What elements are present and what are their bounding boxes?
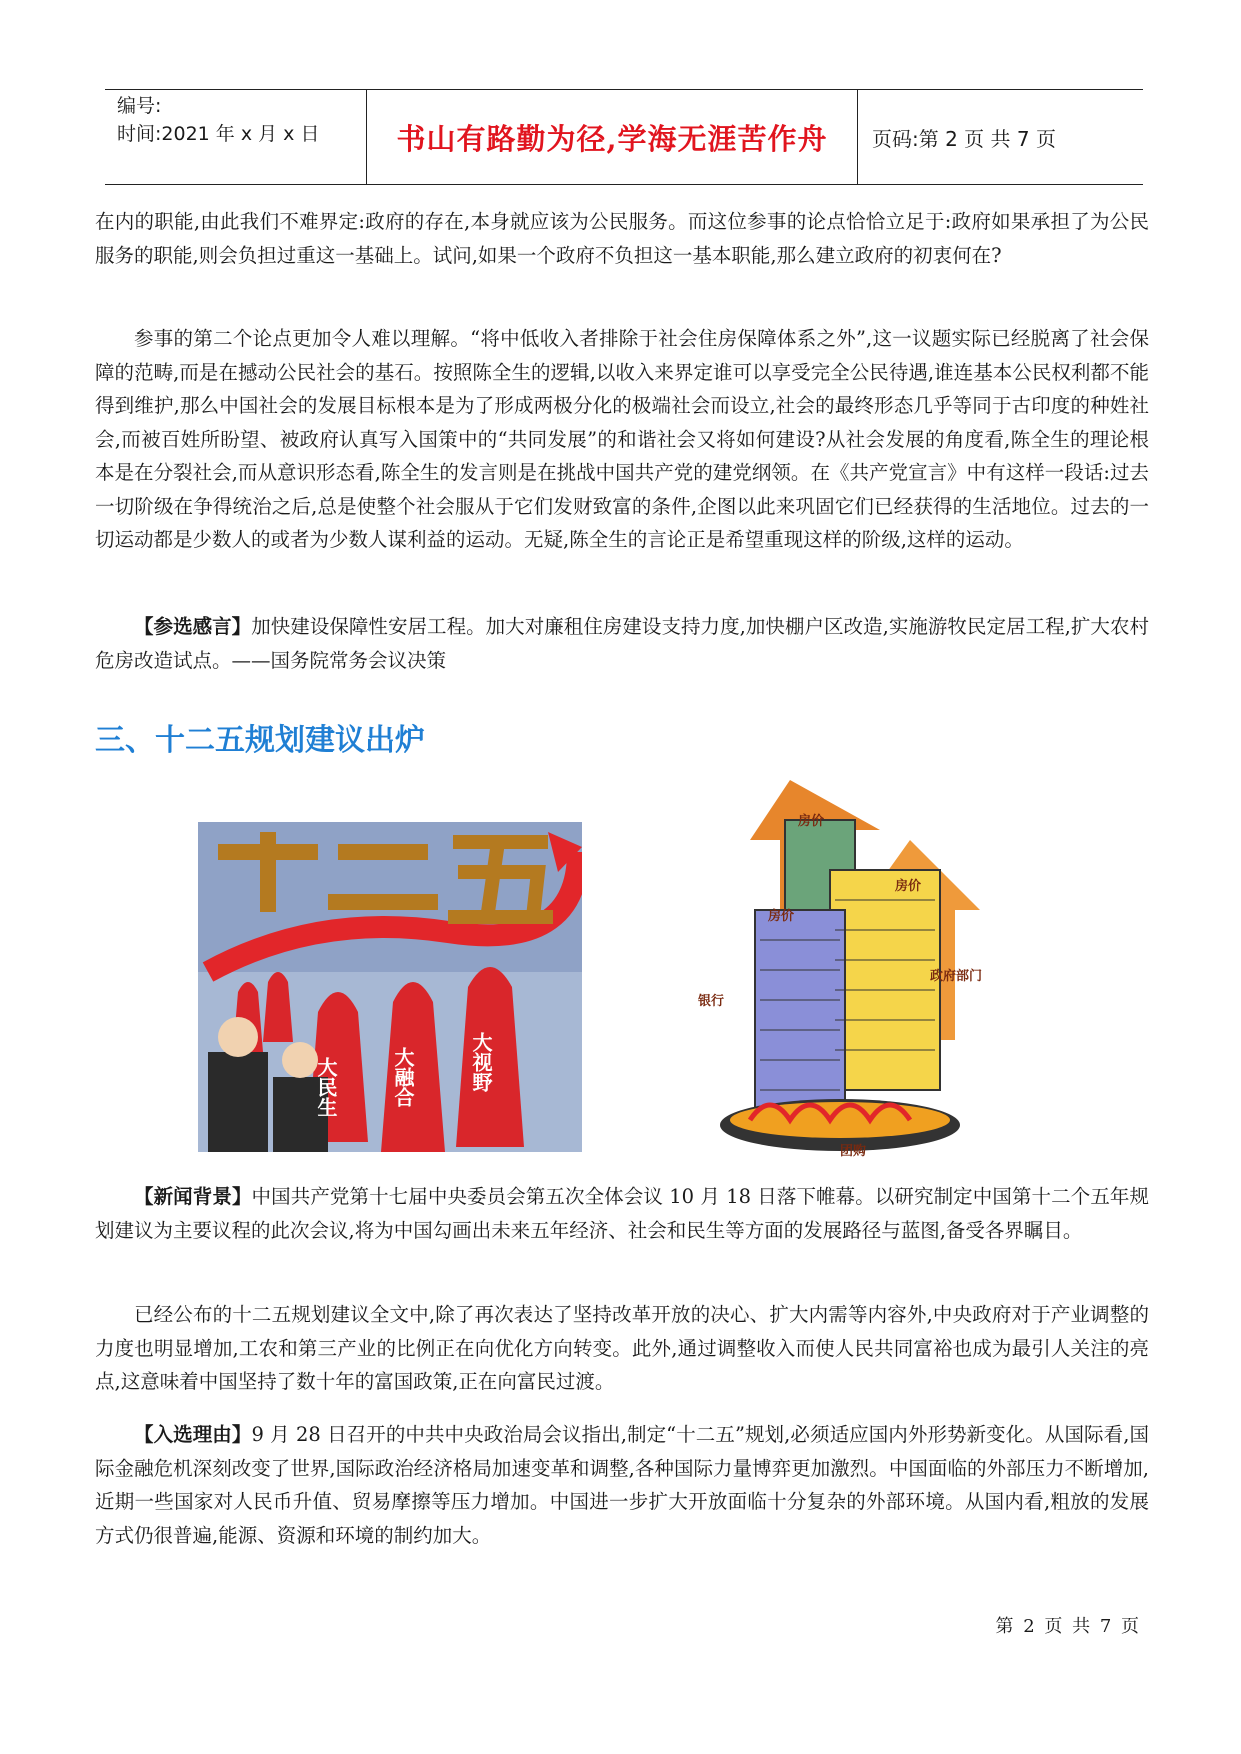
sign-group-buying: 团购	[840, 1144, 867, 1159]
arrow-label-3: 房价	[768, 909, 795, 924]
cartoon-twelfth-five-year-plan	[198, 822, 582, 1152]
paragraph-3-text: 加快建设保障性安居工程。加大对廉租住房建设支持力度,加快棚户区改造,实施游牧民定居工程,扩大农村危房改造试点。——国务院常务会议决策	[95, 615, 1149, 672]
cartoon-right-illustration	[690, 780, 1010, 1160]
paragraph-4-text: 中国共产党第十七届中央委员会第五次全体会议 10 月 18 日落下帷幕。以研究制定中国第十二个五年规划建议为主要议程的此次会议,将为中国勾画出未来五年经济、社会和民生等方面的发展路径与蓝图,备受各界瞩目。	[95, 1185, 1149, 1242]
header-page-info: 页码:第 2 页 共 7 页	[872, 126, 1056, 151]
arrow-label-2: 房价	[895, 879, 922, 894]
header-motto: 书山有路勤为径,学海无涯苦作舟	[367, 90, 858, 184]
date-label: 时间:2021 年 x 月 x 日	[117, 123, 320, 145]
header-meta-cell	[105, 90, 367, 184]
paragraph-3	[95, 610, 1149, 677]
paragraph-4	[95, 1180, 1149, 1247]
cartoon-left-illustration	[198, 822, 582, 1152]
figure-2-label: 大融合	[391, 1047, 415, 1107]
figure-1-label: 大民生	[314, 1057, 338, 1117]
serial-number-label: 编号:	[117, 95, 162, 117]
cartoon-housing-prices	[690, 780, 1010, 1160]
figure-3-label: 大视野	[469, 1032, 493, 1092]
paragraph-6-text: 9 月 28 日召开的中共中央政治局会议指出,制定“十二五”规划,必须适应国内外形势新变化。从国际看,国际金融危机深刻改变了世界,国际政治经济格局加速变革和调整,各种国际力量博弈更加激烈。中国面临的外部压力不断增加,近期一些国家对人民币升值、贸易摩擦等压力增加。中国进一步扩大开放面临十分复杂的外部环境。从国内看,粗放的发展方式仍很普遍,能源、资源和环境的制约加大。	[95, 1423, 1149, 1547]
paragraph-6	[95, 1418, 1149, 1552]
tag-news-background: 【新闻背景】	[134, 1185, 252, 1208]
section-title: 三、十二五规划建议出炉	[95, 723, 425, 758]
tag-selection-reason: 【入选理由】	[134, 1423, 252, 1446]
sign-government: 政府部门	[930, 969, 983, 984]
paragraph-2: 参事的第二个论点更加令人难以理解。“将中低收入者排除于社会住房保障体系之外”,这一议题实际已经脱离了社会保障的范畴,而是在撼动公民社会的基石。按照陈全生的逻辑,以收入来界定谁可以享受完全公民待遇,谁连基本公民权利都不能得到维护,那么中国社会的发展目标根本是为了形成两极分化的极端社会而设立,社会的最终形态几乎等同于古印度的种姓社会,而被百姓所盼望、被政府认真写入国策中的“共同发展”的和谐社会又将如何建设?从社会发展的角度看,陈全生的理论根本是在分裂社会,而从意识形态看,陈全生的发言则是在挑战中国共产党的建党纲领。在《共产党宣言》中有这样一段话:过去一切阶级在争得统治之后,总是使整个社会服从于它们发财致富的条件,企图以此来巩固它们已经获得的生活地位。过去的一切运动都是少数人的或者为少数人谋利益的运动。无疑,陈全生的言论正是希望重现这样的阶级,这样的运动。	[95, 327, 1149, 551]
arrow-label-1: 房价	[798, 814, 825, 829]
sign-bank: 银行	[698, 994, 725, 1009]
page-header-table	[105, 89, 1143, 185]
paragraph-1: 在内的职能,由此我们不难界定:政府的存在,本身就应该为公民服务。而这位参事的论点恰恰立足于:政府如果承担了为公民服务的职能,则会负担过重这一基础上。试问,如果一个政府不负担这一基本职能,那么建立政府的初衷何在?	[95, 210, 1149, 267]
paragraph-5: 已经公布的十二五规划建议全文中,除了再次表达了坚持改革开放的决心、扩大内需等内容外,中央政府对于产业调整的力度也明显增加,工农和第三产业的比例正在向优化方向转变。此外,通过调整收入而使人民共同富裕也成为最引人关注的亮点,这意味着中国坚持了数十年的富国政策,正在向富民过渡。	[95, 1303, 1149, 1393]
page-footer: 第 2 页 共 7 页	[995, 1616, 1141, 1637]
tag-candidate-remarks: 【参选感言】	[134, 615, 252, 638]
